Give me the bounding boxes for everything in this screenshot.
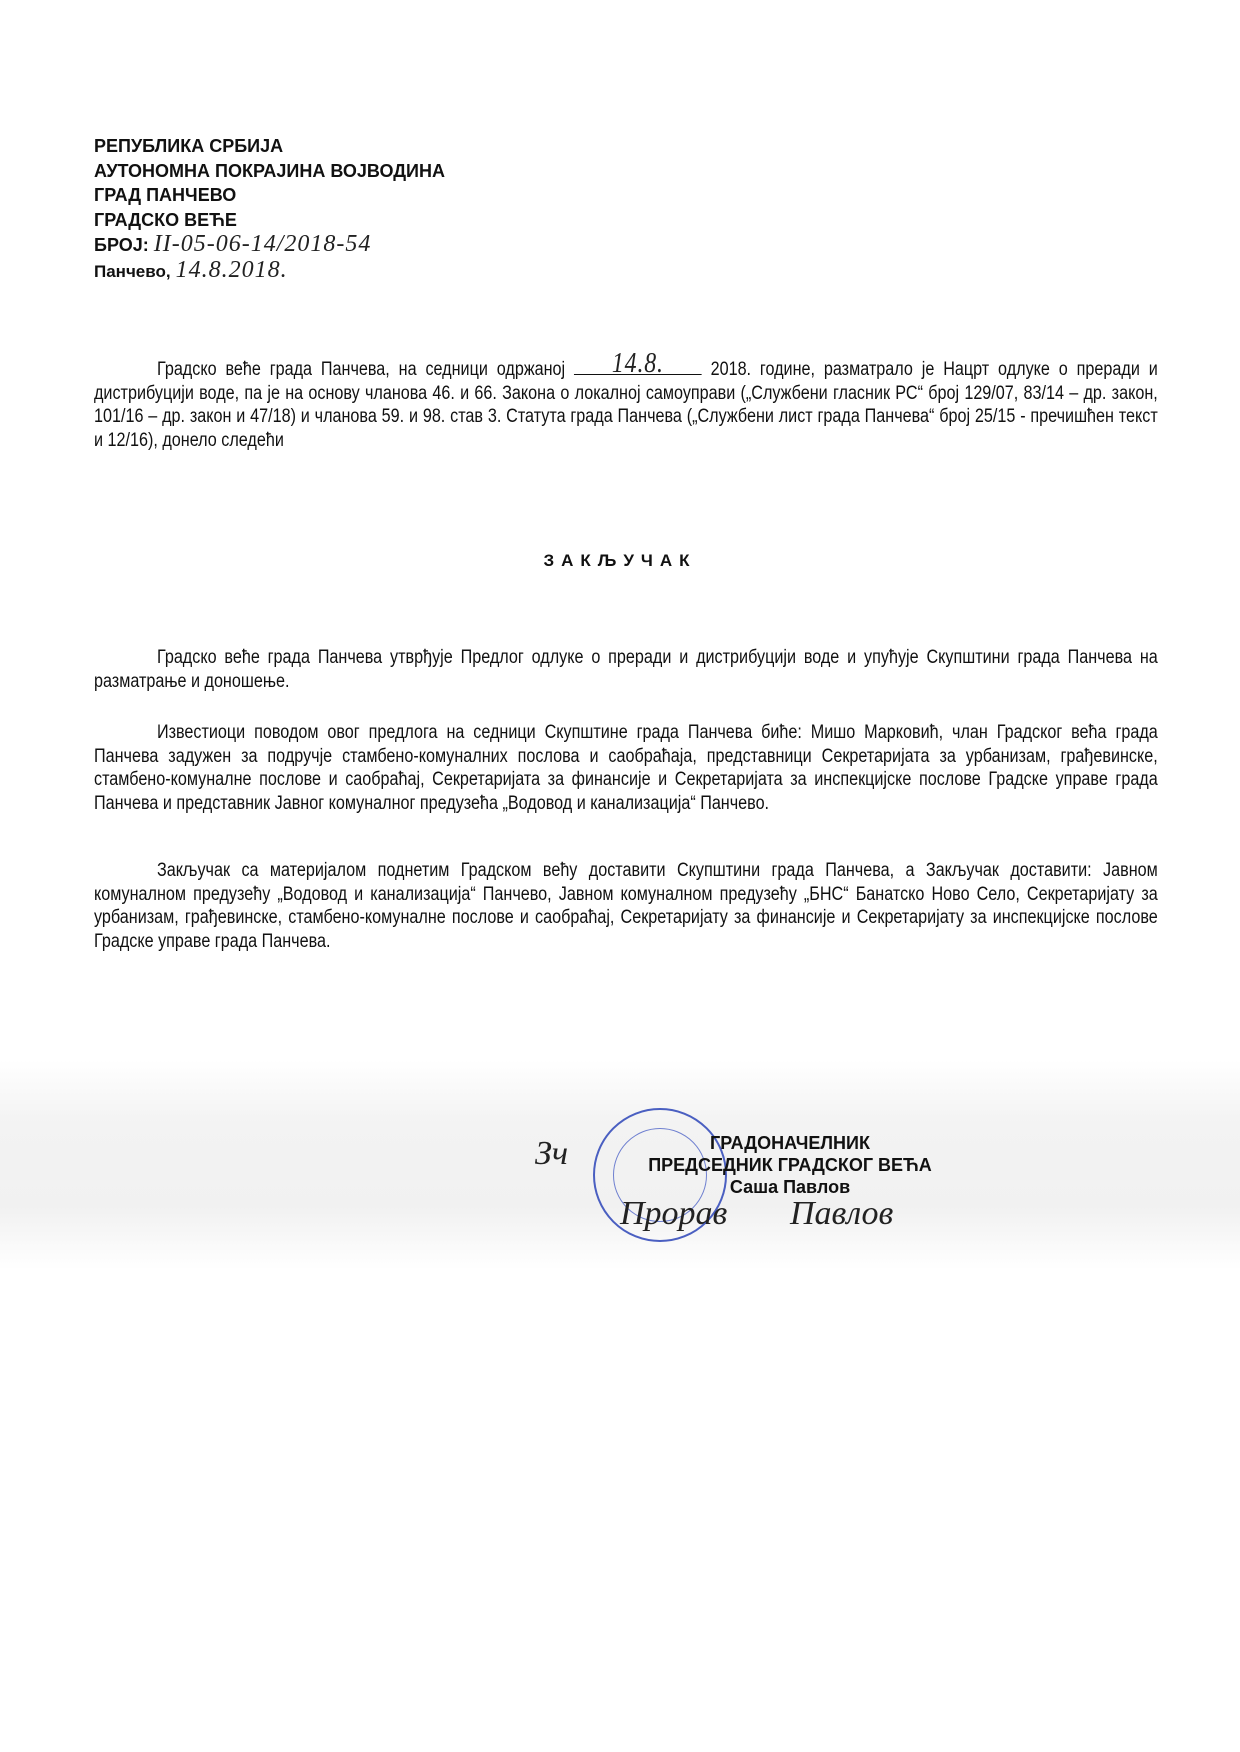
signatory-title: ГРАДОНАЧЕЛНИК: [710, 1133, 870, 1153]
handwritten-session-date: 14.8.: [611, 348, 664, 380]
date-blank: [574, 348, 702, 380]
handwritten-signature: Прорав: [620, 1195, 728, 1232]
document-header: [94, 134, 445, 284]
header-line: РЕПУБЛИКА СРБИЈА: [94, 136, 284, 156]
place-label: Панчево,: [94, 261, 171, 281]
header-line: ГРАДСКО ВЕЋЕ: [94, 209, 237, 230]
initials-signature: Зч: [535, 1135, 569, 1172]
document-title: ЗАКЉУЧАК: [543, 551, 697, 570]
paragraph-text: Закључак са материјалом поднетим Градском већу доставити Скупштини града Панчева, а Закључак доставити: Јавном комуналном предузећу „Водовод и канализација“ Панчево, Јавном комуналном предузећу „БНС“ Банатско Ново Село, Секретаријату за урбанизам, грађевинске, стамбено-комуналне послове и саобраћај, Секретаријату за финансије и Секретаријату за инспекцијске послове Градске управе града Панчева.: [94, 860, 1158, 952]
paragraph-text: Градско веће града Панчева утврђује Предлог одлуке о преради и дистрибуцији воде и упућује Скупштини града Панчева на разматрање и доношење.: [94, 647, 1158, 692]
signatory-name: Саша Павлов: [729, 1177, 851, 1197]
signatory-title: ПРЕДСЕДНИК ГРАДСКОГ ВЕЋА: [648, 1155, 932, 1175]
header-line: АУТОНОМНА ПОКРАЈИНА ВОЈВОДИНА: [94, 160, 445, 181]
paragraph: [94, 859, 1158, 953]
intro-text: Градско веће града Панчева, на седници одржаној: [156, 359, 566, 380]
document-date: [94, 258, 445, 285]
handwritten-signature: Павлов: [790, 1195, 894, 1232]
handwritten-number: II-05-06-14/2018-54: [153, 231, 372, 257]
header-line: ГРАД ПАНЧЕВО: [94, 185, 237, 205]
number-label: БРОЈ:: [94, 235, 149, 255]
paragraph: [94, 721, 1158, 815]
paragraph-text: Известиоци поводом овог предлога на седници Скупштине града Панчева биће: Мишо Марковић, члан Градског већа града Панчева задужен за подручје стамбено-комуналних послова и саобраћаја, представници Секретаријата за урбанизам, грађевинске, стамбено-комуналне послове и саобраћај, Секретаријата за финансије и Секретаријата за инспекцијске послове Градске управе града Панчева и представник Јавног комуналног предузећа „Водовод и канализација“ Панчево.: [94, 722, 1158, 814]
intro-text-continued: 2018. године, разматрало је Нацрт одлуке о преради и дистрибуцији воде, па је на основу чланова 46. и 66. Закона о локалној самоуправи („Службени гласник РС“ број 129/07, 83/14 – др. закон, 101/16 – др. закон и 47/18) и чланова 59. и 98. став 3. Статута града Панчева („Службени лист града Панчева“ број 25/15 - пречишћен текст и 12/16), донело следећи: [94, 359, 1158, 451]
document-number: [94, 232, 445, 258]
paragraph: [94, 646, 1158, 693]
signature-block: [600, 1132, 980, 1198]
handwritten-date: 14.8.2018.: [175, 256, 288, 283]
intro-paragraph: [94, 348, 1158, 452]
